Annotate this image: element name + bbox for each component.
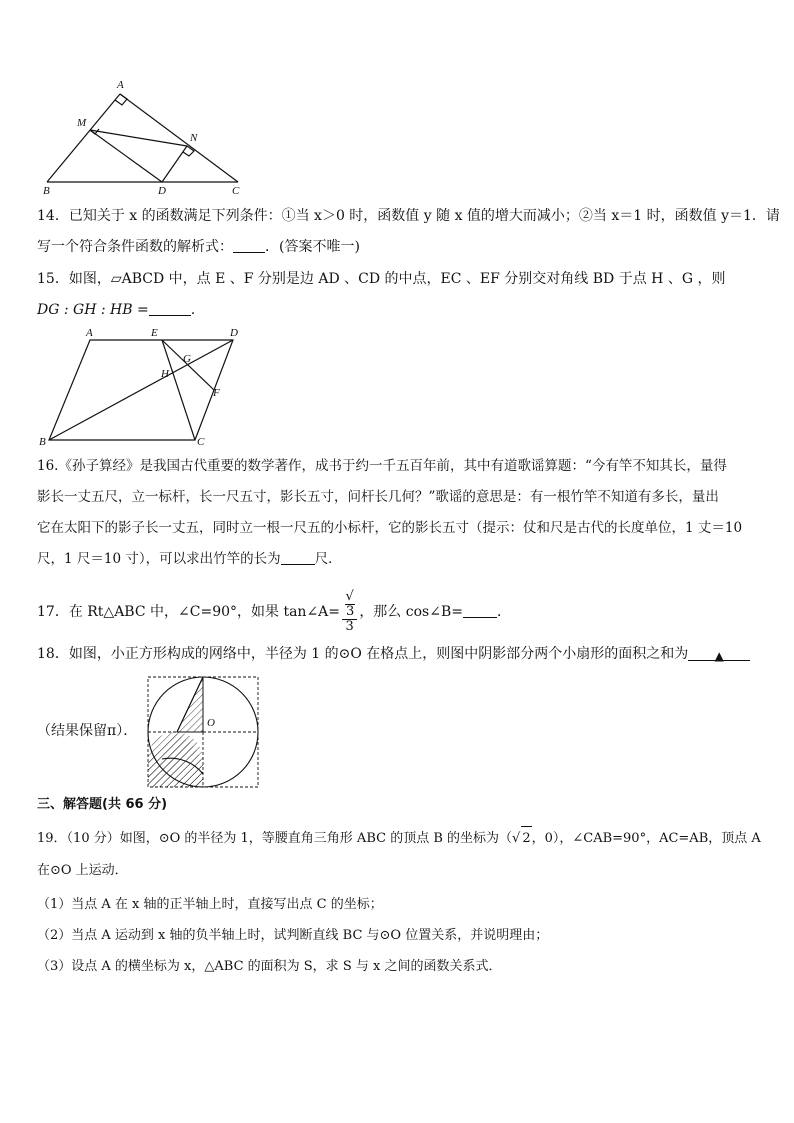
label-g: G	[183, 353, 191, 365]
q15-period: .	[190, 302, 196, 318]
q17-numerator: 3	[346, 604, 355, 619]
q17-end: ．	[496, 604, 511, 620]
q19-sub3: （3）设点 A 的横坐标为 x，△ABC 的面积为 S，求 S 与 x 之间的函数关系式．	[37, 959, 502, 974]
label-n: N	[190, 132, 198, 144]
q16-line3: 它在太阳下的影子长一丈五，同时立一根一尺五的小标杆，它的影长五寸（提示：仗和尺是古代的长度单位，1 丈＝10	[37, 520, 743, 536]
label-b: B	[39, 436, 46, 448]
label-h: H	[161, 368, 169, 380]
label-a: A	[86, 327, 93, 339]
q16-line1: 16.《孙子算经》是我国古代重要的数学著作，成书于约一千五百年前，其中有道歌谣算题：“今有竿不知其长，量得	[37, 458, 727, 474]
q17-fraction: √ 3 3	[342, 590, 357, 634]
q15-answer-blank[interactable]	[149, 301, 191, 316]
label-c: C	[197, 436, 205, 448]
label-d: D	[230, 327, 238, 339]
q19-line1-end: ，0），∠CAB=90°，AC=AB，顶点 A	[531, 831, 761, 846]
q14-line2	[37, 237, 360, 257]
circle-grid-figure	[145, 674, 261, 790]
label-o: O	[207, 717, 215, 729]
q19-sub2: （2）当点 A 运动到 x 轴的负半轴上时，试判断直线 BC 与⊙O 位置关系，并说明理由；	[37, 928, 549, 943]
q16-line4-start: 尺，1 尺＝10 寸），可以求出竹竿的长为	[37, 551, 281, 567]
q19-line1-start: 19．（10 分）如图，⊙O 的半径为 1，等腰直角三角形 ABC 的顶点 B 的坐标为（	[37, 831, 513, 846]
q17-line	[37, 590, 511, 634]
q19-line2: 在⊙O 上运动．	[37, 863, 128, 878]
q14-line2-start: 写一个符合条件函数的解析式：	[37, 239, 233, 255]
q18-text: 18．如图，小正方形构成的网络中，半径为 1 的⊙O 在格点上，则图中阴影部分两个小扇形的面积之和为	[37, 646, 689, 662]
label-c: C	[232, 185, 240, 197]
section-heading: 三、解答题(共 66 分)	[37, 797, 168, 812]
q14-answer-blank[interactable]	[233, 238, 265, 253]
q18-line1	[37, 644, 750, 664]
label-a: A	[117, 79, 124, 91]
q19-line1: 19．（10 分）如图，⊙O 的半径为 1，等腰直角三角形 ABC 的顶点 B 的坐标为（√ 2，0），∠CAB=90°，AC=AB，顶点 A	[37, 826, 761, 851]
q17-suffix: ，那么 cos∠B=	[359, 604, 463, 620]
q17-denominator: 3	[345, 619, 354, 634]
parallelogram-figure	[37, 326, 252, 448]
q18-note: （结果保留π）．	[37, 723, 138, 739]
q16-answer-blank[interactable]	[281, 550, 315, 565]
q14-line1: 14．已知关于 x 的函数满足下列条件：①当 x＞0 时，函数值 y 随 x 值的增大而减小；②当 x＝1 时，函数值 y＝1．请	[37, 208, 780, 224]
label-f: F	[213, 387, 220, 399]
q16-line4-end: 尺．	[314, 551, 342, 567]
q14-line2-end: ．(答案不唯一)	[265, 239, 360, 255]
q15-line1: 15．如图，▱ABCD 中，点 E 、F 分别是边 AD 、CD 的中点，EC 、EF 分别交对角线 BD 于点 H 、G ，则	[37, 271, 726, 287]
q15-ratio-expression: DG : GH : HB =	[37, 302, 149, 318]
label-d: D	[158, 185, 166, 197]
q19-sub1: （1）当点 A 在 x 轴的正半轴上时，直接写出点 C 的坐标；	[37, 897, 383, 912]
q16-line4	[37, 549, 342, 569]
label-m: M	[77, 117, 87, 129]
q16-line2: 影长一丈五尺，立一标杆，长一尺五寸，影长五寸，问杆长几何？”歌谣的意思是：有一根竹竿不知道有多长，量出	[37, 489, 719, 505]
triangle-mn-figure	[37, 76, 252, 198]
q17-prefix: 17．在 Rt△ABC 中，∠C=90°，如果 tan∠A=	[37, 604, 341, 620]
q17-answer-blank[interactable]	[463, 603, 497, 618]
label-e: E	[151, 327, 158, 339]
label-b: B	[43, 185, 50, 197]
q19-sqrt-value: 2	[521, 826, 531, 851]
q18-marker: ▲	[714, 649, 724, 663]
q18-answer-blank[interactable]	[688, 646, 750, 661]
q15-line2	[37, 300, 195, 320]
